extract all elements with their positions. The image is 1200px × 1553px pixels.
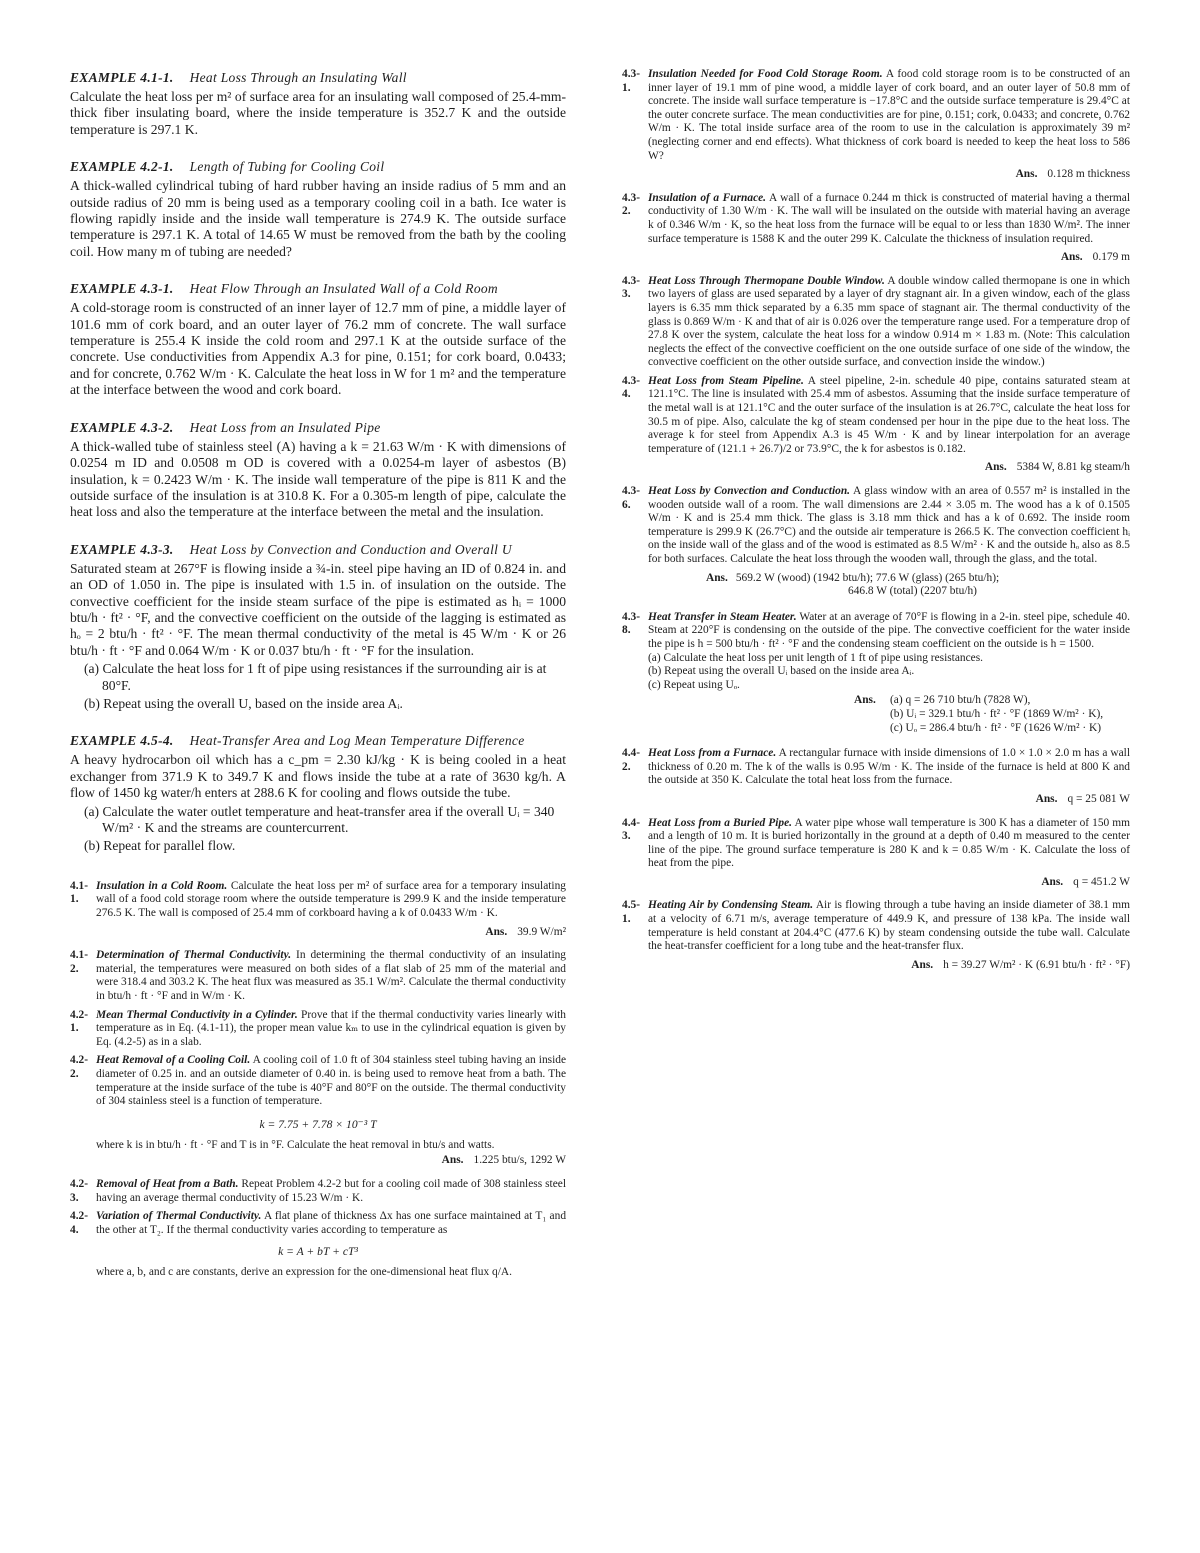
problem-4-3-2: [622, 192, 1130, 246]
example-part-b: (b) Repeat for parallel flow.: [84, 838, 236, 854]
problem-4-2-4: [70, 1210, 566, 1237]
answer-value: 39.9 W/m²: [517, 925, 566, 938]
example-number: EXAMPLE 4.3-3.: [70, 541, 174, 557]
answer-label: Ans.: [1015, 168, 1038, 181]
problem-title: Removal of Heat from a Bath.: [96, 1177, 239, 1190]
problem-text: A flat plane of thickness Δx has one surface maintained at T₁ and the other at T₂. If the thermal conductivity varies according to temperature as: [96, 1210, 567, 1236]
example-heading: [70, 159, 566, 175]
example-part-b: (b) Repeat using the overall U, based on the inside area Aᵢ.: [84, 695, 403, 711]
problem-text: Prove that if the thermal conductivity varies linearly with temperature as in Eq. (4.1-11), the proper mean value kₘ to use in the cylindrical equation is given by Eq. (4.2-5) as in a slab.: [96, 1008, 566, 1048]
problem-number: 4.2-1.: [70, 1008, 89, 1035]
example-number: EXAMPLE 4.1-1.: [70, 70, 174, 85]
answer-value: 5384 W, 8.81 kg steam/h: [1016, 461, 1130, 474]
problem-4-3-1: [622, 68, 1130, 163]
problem-text: A cooling coil of 1.0 ft of 304 stainless steel tubing having an inside diameter of 0.25 in. and an outside diameter of 0.40 in. is being used to remove heat from a bath. The temperature at the inside surface of the tube is 40°F and 80°F on the outside. The thermal conductivity of 304 stainless steel is a function of temperature.: [96, 1054, 567, 1108]
problem-number: 4.2-4.: [70, 1210, 89, 1236]
example-4-3-2: [70, 420, 566, 521]
answer-label: Ans.: [441, 1154, 464, 1167]
problem-number: 4.4-2.: [622, 747, 641, 773]
problem-title: Heat Removal of a Cooling Coil.: [96, 1054, 251, 1067]
example-body: Saturated steam at 267°F is flowing inside a ¾-in. steel pipe having an ID of 0.824 in. and an OD of 1.050 in. The pipe is insulated with 1.5 in. of insulation on the outside. The convective coefficient for the inside steam surface of the pipe is estimated as hᵢ = 1000 btu/h · ft² · °F, and the convective coefficient on the outside of the lagging is estimated as hₒ = 2 btu/h · ft² · °F. The mean thermal conductivity of the metal is 45 W/m · K or 26 btu/h · ft · °F and 0.064 W/m · K or 0.037 btu/h · ft · °F for the insulation.: [70, 560, 566, 658]
problem-number: 4.2-3.: [70, 1177, 89, 1204]
problem-4-2-1: [70, 1009, 566, 1050]
problem-number: 4.3-2.: [622, 191, 641, 218]
answer-label: Ans.: [485, 925, 508, 938]
equation: k = 7.75 + 7.78 × 10⁻³ T: [259, 1117, 377, 1131]
problem-text: Calculate the heat loss per m² of surface area for a temporary insulating wall of a food cold storage room where the outside temperature is 299.9 K and the inside temperature 276.5 K. The wall is composed of 25.4 mm of corkboard having a k of 0.0433 W/m · K.: [96, 879, 566, 919]
answer-part-b: (b) Uᵢ = 329.1 btu/h · ft² · °F (1869 W/m² · K),: [890, 707, 1104, 720]
example-body: A cold-storage room is constructed of an inner layer of 12.7 mm of pine, a middle layer of 101.6 mm of cork board, and an outer layer of 76.2 mm of concrete. The wall surface temperature is 255.4 K inside the cold room and 297.1 K at the outside surface of the concrete. Use conductivities from Appendix A.3 for pine, 0.151; for cork board, 0.0433; and for concrete, 0.762 W/m · K. Calculate the heat loss in W for 1 m² and the temperature at the interface between the wood and cork board.: [70, 300, 566, 398]
example-4-3-3: [70, 542, 566, 713]
example-title: Heat Loss by Convection and Conduction and Overall U: [189, 541, 512, 557]
problem-title: Mean Thermal Conductivity in a Cylinder.: [96, 1008, 298, 1021]
example-number: EXAMPLE 4.3-2.: [70, 419, 174, 435]
example-4-3-1: [70, 281, 566, 398]
example-title: Heat Loss Through an Insulating Wall: [189, 70, 407, 85]
answer-value: 0.128 m thickness: [1047, 168, 1130, 181]
problem-text: A water pipe whose wall temperature is 300 K has a diameter of 150 mm and a length of 10 m. It is buried horizontally in the ground at a depth of 0.40 m measured to the center line of the pipe. The ground surface temperature is 280 K and k = 0.85 W/m · K. Calculate the loss of heat from the pipe.: [648, 816, 1131, 870]
example-heading: [70, 70, 566, 86]
problem-title: Heat Loss Through Thermopane Double Window.: [648, 274, 885, 287]
problem-title: Variation of Thermal Conductivity.: [96, 1210, 262, 1223]
example-title: Length of Tubing for Cooling Coil: [189, 159, 385, 175]
problem-4-5-1: [622, 899, 1130, 953]
problem-number: 4.3-4.: [622, 374, 641, 401]
answer-part-a: (a) q = 26 710 btu/h (7828 W),: [890, 694, 1031, 707]
answer-value: 1.225 btu/s, 1292 W: [473, 1154, 566, 1167]
problem-answer: [622, 876, 1130, 890]
problem-text: A double window called thermopane is one in which two layers of glass are used separated by a layer of dry stagnant air. In a given window, each of the glass layers is 6.35 mm thick separated by a 6.35 mm space of stagnant air. The thermal conductivity of the glass is 0.869 W/m · K and that of air is 0.026 over the temperature range used. For a temperature drop of 27.8 K over the system, calculate the heat loss for a window 0.914 m × 1.83 m. (Note: This calculation neglects the effect of the convective coefficient on the one outside surface of one side of the window, the convective coefficient on the other outside surface, and convection inside the window.): [648, 274, 1130, 369]
answer-label: Ans.: [984, 461, 1007, 474]
problem-answer: [70, 926, 566, 940]
example-4-2-1: [70, 159, 566, 260]
example-heading: [70, 733, 566, 749]
problem-part-b: (b) Repeat using the overall Uᵢ based on the inside area Aᵢ.: [648, 665, 915, 678]
problem-answer: [854, 694, 1130, 735]
example-title: Heat Loss from an Insulated Pipe: [189, 419, 381, 435]
example-body: Calculate the heat loss per m² of surface area for an insulating wall composed of 25.4-mm-thick fiber insulating board, where the inside temperature is 352.7 K and the outside temperature is 297.1 K.: [70, 89, 566, 137]
problem-text: In determining the thermal conductivity of an insulating material, the temperatures were measured on both sides of a flat slab of 25 mm of the material and were 318.4 and 303.2 K. The heat flux was measured as 35.1 W/m². Calculate the thermal conductivity in btu/h · ft · °F and in W/m · K.: [96, 949, 567, 1002]
problem-number: 4.3-3.: [622, 274, 641, 301]
equation: k = A + bT + cT³: [278, 1245, 358, 1259]
problem-title: Heating Air by Condensing Steam.: [648, 899, 814, 912]
example-4-5-4: [70, 733, 566, 854]
problem-text: Repeat Problem 4.2-2 but for a cooling coil made of 308 stainless steel having an average thermal conductivity of 15.23 W/m · K.: [96, 1177, 566, 1204]
problem-4-3-4: [622, 375, 1130, 457]
problem-4-2-3: [70, 1178, 566, 1205]
example-body: A heavy hydrocarbon oil which has a c_pm = 2.30 kJ/kg · K is being cooled in a heat exchanger from 371.9 K to 349.7 K and flows inside the tube at a rate of 3630 kg/h. A flow of 1450 kg water/h enters at 288.6 K for cooling and flows outside the tube.: [70, 752, 566, 801]
example-title: Heat Flow Through an Insulated Wall of a Cold Room: [189, 281, 498, 297]
problem-4-3-8: [622, 611, 1130, 652]
problem-answer: [622, 251, 1130, 265]
problem-part-a: (a) Calculate the heat loss per unit length of 1 ft of pipe using resistances.: [648, 651, 983, 664]
problem-title: Heat Loss from Steam Pipeline.: [648, 374, 804, 387]
problem-number: 4.2-2.: [70, 1054, 89, 1080]
problem-text: A rectangular furnace with inside dimensions of 1.0 × 1.0 × 2.0 m has a wall thickness of 0.20 m. The k of the walls is 0.95 W/m · K. The inside of the furnace is held at 800 K and the outside at 350 K. Calculate the total heat loss from the furnace.: [648, 747, 1131, 787]
problem-4-1-2: [70, 949, 566, 1003]
answer-value: q = 25 081 W: [1067, 792, 1130, 805]
problem-answer: [622, 572, 1130, 599]
problem-4-3-3: [622, 275, 1130, 370]
problem-number: 4.5-1.: [622, 899, 641, 926]
problem-answer: [622, 168, 1130, 182]
problem-4-4-2: [622, 747, 1130, 788]
answer-value-line1: 569.2 W (wood) (1942 btu/h); 77.6 W (glass) (265 btu/h);: [735, 571, 1000, 584]
answer-label: Ans.: [1035, 792, 1058, 805]
example-heading: [70, 281, 566, 297]
problem-number: 4.1-1.: [70, 879, 89, 906]
left-column: [70, 70, 566, 1280]
problem-title: Insulation in a Cold Room.: [96, 879, 228, 892]
answer-label: Ans.: [1060, 251, 1083, 264]
answer-label: Ans.: [1041, 875, 1064, 888]
example-number: EXAMPLE 4.2-1.: [70, 159, 174, 175]
problem-4-1-1: [70, 880, 566, 921]
problem-answer: [70, 1154, 566, 1168]
answer-label: Ans.: [706, 571, 728, 584]
problem-title: Heat Loss by Convection and Conduction.: [648, 485, 851, 498]
problem-number: 4.1-2.: [70, 949, 89, 975]
problem-title: Insulation Needed for Food Cold Storage Room.: [648, 68, 883, 80]
example-body: A thick-walled cylindrical tubing of hard rubber having an inside radius of 5 mm and an outside radius of 20 mm is being used as a temporary cooling coil in a bath. Ice water is flowing rapidly inside and the inside wall temperature is 274.9 K. The outside surface temperature is 297.1 K. A total of 14.65 W must be removed from the bath by the cooling coil. How many m of tubing are needed?: [70, 178, 566, 259]
problem-title: Heat Loss from a Buried Pipe.: [648, 816, 793, 829]
answer-value-line2: 646.8 W (total) (2207 btu/h): [848, 585, 977, 598]
problem-text: A food cold storage room is to be constructed of an inner layer of 19.1 mm of pine wood, a middle layer of cork board, and an outer layer of 50.8 mm of concrete. The inside wall surface temperature is −17.8°C and the outside surface temperature is 29.4°C at the outer concrete surface. The mean conductivities are for pine, 0.151; cork, 0.0433; and concrete, 0.762 W/m · K. The total inside surface area of the room to use in the calculation is approximately 39 m² (neglecting corner and end effects). What thickness of cork board is needed to keep the heat loss to 586 W?: [648, 68, 1131, 162]
problem-number: 4.3-8.: [622, 610, 641, 637]
example-title: Heat-Transfer Area and Log Mean Temperature Difference: [189, 733, 525, 749]
answer-value: 0.179 m: [1092, 251, 1130, 264]
example-part-a: (a) Calculate the water outlet temperature and heat-transfer area if the overall Uᵢ = 340 W/m² · K and the streams are countercurrent.: [84, 803, 555, 835]
problem-answer: [622, 793, 1130, 807]
problem-4-3-6: [622, 485, 1130, 567]
right-column: [622, 68, 1130, 982]
example-number: EXAMPLE 4.3-1.: [70, 281, 174, 297]
problem-number: 4.3-1.: [622, 68, 641, 94]
problem-text: A wall of a furnace 0.244 m thick is constructed of material having a thermal conductivity of 1.30 W/m · K. The wall will be insulated on the outside with material having an average k of 0.346 W/m · K, so the heat loss from the furnace will be equal to or less than 1830 W/m². The inner surface temperature is 1588 K and the outer 299 K. Calculate the thickness of insulation required.: [648, 191, 1130, 245]
problem-text: Air is flowing through a tube having an inside diameter of 38.1 mm at a velocity of 6.71 m/s, average temperature of 449.9 K, and pressure of 138 kPa. The inside wall temperature is held constant at 204.4°C (477.6 K) by steam condensing outside the tube wall. Calculate the heat-transfer coefficient for a long tube and the heat-transfer flux.: [648, 899, 1131, 953]
problem-title: Heat Transfer in Steam Heater.: [648, 610, 797, 623]
example-number: EXAMPLE 4.5-4.: [70, 733, 174, 749]
answer-part-c: (c) Uₒ = 286.4 btu/h · ft² · °F (1626 W/m² · K): [890, 721, 1102, 734]
example-heading: [70, 420, 566, 436]
problem-part-c: (c) Repeat using Uₒ.: [648, 678, 740, 691]
problem-number: 4.3-6.: [622, 485, 641, 511]
problem-title: Insulation of a Furnace.: [648, 191, 767, 204]
problem-text: Water at an average of 70°F is flowing in a 2-in. steel pipe, schedule 40. Steam at 220°F is condensing on the outside of the pipe. The convective coefficient for the water inside the pipe is h = 500 btu/h · ft² · °F and the condensing steam coefficient on the outside is h = 1500.: [648, 610, 1130, 650]
problem-text: A glass window with an area of 0.557 m² is installed in the wooden outside wall of a room. The wall dimensions are 2.44 × 3.05 m. The wood has a k of 0.1505 W/m · K and is 25.4 mm thick. The glass is 3.18 mm thick and has a k of 0.692. The inside room temperature is 299.9 K (26.7°C) and the outside air temperature is 266.5 K. The convection coefficient hᵢ on the inside wall of the glass and of the wood is estimated as 8.5 W/m² · K and the outside hₒ also as 8.5 for both surfaces. Calculate the heat loss through the wooden wall, through the glass, and the total.: [648, 485, 1131, 565]
answer-value: q = 451.2 W: [1073, 875, 1130, 888]
problem-title: Determination of Thermal Conductivity.: [96, 949, 292, 962]
problem-text-continued: where a, b, and c are constants, derive an expression for the one-dimensional heat flux q/A.: [96, 1266, 512, 1279]
problem-answer: [622, 959, 1130, 973]
problem-text: A steel pipeline, 2-in. schedule 40 pipe, contains saturated steam at 121.1°C. The line is insulated with 25.4 mm of asbestos. Assuming that the inside surface temperature of the metal wall is at 121.1°C and the outer surface of the insulation is at 26.7°C, calculate the heat loss for 30.5 m of pipe. Also, calculate the kg of steam condensed per hour in the pipe due to the heat loss. The average k for steel from Appendix A.3 is 45 W/m · K and by linear interpolation for an average temperature of (121.1 + 26.7)/2 or 73.9°C, the k for asbestos is 0.182.: [648, 374, 1130, 455]
problem-answer: [622, 461, 1130, 475]
problem-number: 4.4-3.: [622, 816, 641, 843]
example-4-1-1: [70, 70, 566, 138]
example-heading: [70, 542, 566, 558]
answer-label: Ans.: [911, 958, 934, 971]
problem-4-4-3: [622, 817, 1130, 871]
answer-label: Ans.: [854, 694, 876, 707]
example-part-a: (a) Calculate the heat loss for 1 ft of pipe using resistances if the surrounding air is at 80°F.: [84, 661, 547, 693]
problem-title: Heat Loss from a Furnace.: [648, 747, 777, 760]
problem-text-continued: where k is in btu/h · ft · °F and T is in °F. Calculate the heat removal in btu/s and watts.: [96, 1138, 495, 1151]
problem-4-2-2: [70, 1054, 566, 1108]
answer-value: h = 39.27 W/m² · K (6.91 btu/h · ft² · °F): [943, 958, 1130, 971]
example-body: A thick-walled tube of stainless steel (A) having a k = 21.63 W/m · K with dimensions of 0.0254 m ID and 0.0508 m OD is covered with a 0.0254-m layer of asbestos (B) insulation, k = 0.2423 W/m · K. The inside wall temperature of the pipe is 811 K and the outside surface of the insulation is at 310.8 K. For a 0.305-m length of pipe, calculate the heat loss and also the temperature at the interface between the metal and the insulation.: [70, 438, 566, 520]
